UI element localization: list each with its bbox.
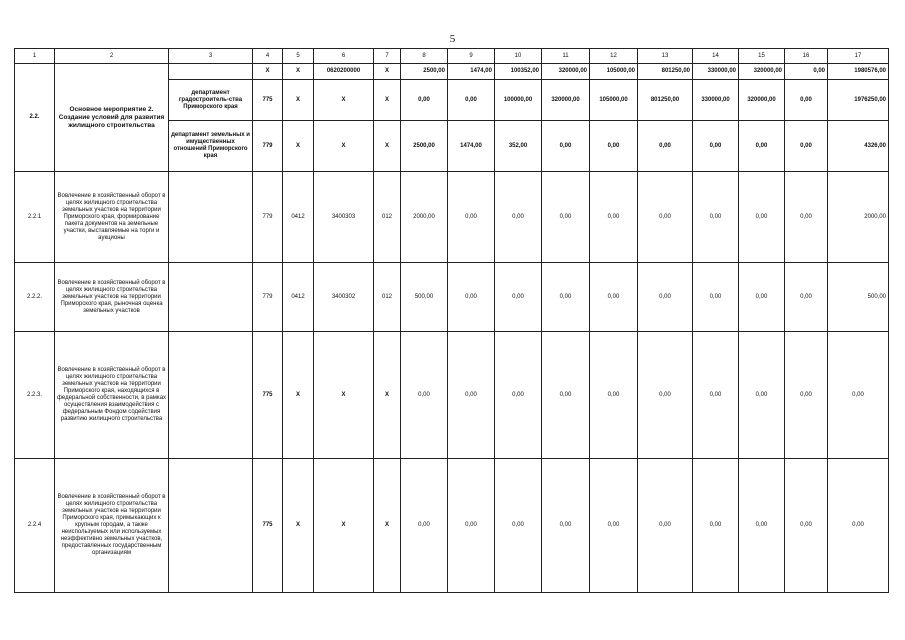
- cell: 0,00: [785, 332, 828, 459]
- cell: 0,00: [590, 332, 638, 459]
- event-code: 2.2.3.: [15, 332, 55, 459]
- main-event-code: 2.2.: [15, 64, 55, 172]
- cell: 0,00: [542, 332, 590, 459]
- cell: 0,00: [785, 172, 828, 263]
- col-number: 12: [590, 49, 638, 64]
- cell: X: [283, 64, 314, 80]
- col-number: 15: [739, 49, 785, 64]
- dept-cell: [169, 263, 253, 332]
- cell: X: [283, 121, 314, 172]
- cell: 0,00: [638, 263, 693, 332]
- col-number: 17: [828, 49, 889, 64]
- event-name: Вовлечение в хозяйственный оборот в целях жилищного строительства земельных участков на территории Приморского края, примыкающих к крупным городам, а также неиспользуемых или используемых неэффективно земельных участков, предоставленных государственным организациям: [55, 459, 169, 593]
- cell: 0,00: [785, 121, 828, 172]
- cell: 0,00: [693, 172, 739, 263]
- cell: 320000,00: [542, 80, 590, 121]
- cell: 0,00: [638, 332, 693, 459]
- cell: X: [314, 459, 374, 593]
- cell: X: [374, 332, 401, 459]
- col-number: 13: [638, 49, 693, 64]
- cell: 0,00: [542, 459, 590, 593]
- event-code: 2.2.1: [15, 172, 55, 263]
- event-row: [15, 263, 889, 332]
- cell: 105000,00: [590, 64, 638, 80]
- dept-cell: [169, 459, 253, 593]
- cell: 1980576,00: [828, 64, 889, 80]
- cell: 775: [253, 332, 283, 459]
- cell: 330000,00: [693, 64, 739, 80]
- cell: 2500,00: [401, 121, 448, 172]
- cell: 0,00: [785, 459, 828, 593]
- cell: 1976250,00: [828, 80, 889, 121]
- cell: 0,00: [590, 459, 638, 593]
- cell: 100000,00: [495, 80, 542, 121]
- cell: 0,00: [590, 172, 638, 263]
- col-number: 7: [374, 49, 401, 64]
- cell: 0,00: [401, 459, 448, 593]
- cell: [169, 64, 253, 80]
- cell: 0,00: [542, 121, 590, 172]
- main-event-total-row: [15, 64, 889, 80]
- cell: 775: [253, 80, 283, 121]
- dept-name: департамент земельных и имущественных отношений Приморского края: [169, 121, 253, 172]
- cell: 0,00: [828, 332, 889, 459]
- cell: 0,00: [495, 459, 542, 593]
- cell: 779: [253, 172, 283, 263]
- cell: 320000,00: [739, 64, 785, 80]
- cell: 500,00: [828, 263, 889, 332]
- cell: 0,00: [542, 263, 590, 332]
- cell: 0,00: [542, 172, 590, 263]
- cell: 0,00: [693, 459, 739, 593]
- cell: 3400303: [314, 172, 374, 263]
- cell: 0412: [283, 263, 314, 332]
- dept-cell: [169, 332, 253, 459]
- cell: X: [314, 332, 374, 459]
- col-number: 2: [55, 49, 169, 64]
- cell: 0,00: [448, 459, 495, 593]
- col-number: 5: [283, 49, 314, 64]
- col-number: 1: [15, 49, 55, 64]
- cell: 0,00: [785, 80, 828, 121]
- cell: 105000,00: [590, 80, 638, 121]
- cell: 0,00: [495, 332, 542, 459]
- cell: 801250,00: [638, 80, 693, 121]
- cell: 0,00: [401, 80, 448, 121]
- cell: X: [374, 80, 401, 121]
- event-row: [15, 172, 889, 263]
- cell: 779: [253, 263, 283, 332]
- col-number: 3: [169, 49, 253, 64]
- cell: 0,00: [495, 172, 542, 263]
- cell: 0412: [283, 172, 314, 263]
- event-name: Вовлечение в хозяйственный оборот в целях жилищного строительства земельных участков на территории Приморского края, рыночная оценка земельных участков: [55, 263, 169, 332]
- cell: 0,00: [638, 121, 693, 172]
- page-number: 5: [449, 33, 456, 45]
- cell: X: [314, 121, 374, 172]
- cell: X: [283, 459, 314, 593]
- cell: 0,00: [693, 332, 739, 459]
- col-number: 11: [542, 49, 590, 64]
- cell: 0,00: [448, 263, 495, 332]
- cell: 0,00: [448, 332, 495, 459]
- cell: 0,00: [739, 459, 785, 593]
- cell: 0,00: [638, 172, 693, 263]
- cell: 012: [374, 263, 401, 332]
- cell: 0,00: [693, 263, 739, 332]
- cell: X: [253, 64, 283, 80]
- dept-cell: [169, 172, 253, 263]
- event-row: [15, 459, 889, 593]
- col-number: 4: [253, 49, 283, 64]
- cell: 0,00: [638, 459, 693, 593]
- cell: 775: [253, 459, 283, 593]
- event-name: Вовлечение в хозяйственный оборот в целях жилищного строительства земельных участков на территории Приморского края, формирование пакета документов на земельные участки, выставляемые на торги и аукционы: [55, 172, 169, 263]
- cell: 3400302: [314, 263, 374, 332]
- cell: 0620200000: [314, 64, 374, 80]
- event-code: 2.2.2.: [15, 263, 55, 332]
- cell: 012: [374, 172, 401, 263]
- col-number: 14: [693, 49, 739, 64]
- col-number: 16: [785, 49, 828, 64]
- cell: 320000,00: [739, 80, 785, 121]
- col-number: 8: [401, 49, 448, 64]
- cell: 0,00: [448, 80, 495, 121]
- cell: 0,00: [401, 332, 448, 459]
- cell: 0,00: [495, 263, 542, 332]
- cell: X: [283, 80, 314, 121]
- cell: 100352,00: [495, 64, 542, 80]
- cell: 0,00: [785, 64, 828, 80]
- cell: 0,00: [739, 263, 785, 332]
- cell: 320000,00: [542, 64, 590, 80]
- event-row: [15, 332, 889, 459]
- cell: 0,00: [590, 121, 638, 172]
- cell: 1474,00: [448, 121, 495, 172]
- cell: X: [374, 64, 401, 80]
- dept-name: департамент градостроитель-ства Приморского края: [169, 80, 253, 121]
- main-event-name: Основное мероприятие 2. Создание условий для развития жилищного строительства: [55, 64, 169, 172]
- cell: 2500,00: [401, 64, 448, 80]
- cell: 0,00: [739, 172, 785, 263]
- cell: 0,00: [739, 332, 785, 459]
- cell: 330000,00: [693, 80, 739, 121]
- cell: 2000,00: [401, 172, 448, 263]
- cell: 0,00: [785, 263, 828, 332]
- cell: 779: [253, 121, 283, 172]
- cell: 0,00: [448, 172, 495, 263]
- cell: X: [374, 121, 401, 172]
- cell: 500,00: [401, 263, 448, 332]
- col-number: 10: [495, 49, 542, 64]
- cell: X: [314, 80, 374, 121]
- cell: 1474,00: [448, 64, 495, 80]
- cell: 4326,00: [828, 121, 889, 172]
- cell: 0,00: [739, 121, 785, 172]
- cell: 0,00: [590, 263, 638, 332]
- cell: 2000,00: [828, 172, 889, 263]
- col-number: 9: [448, 49, 495, 64]
- event-code: 2.2.4: [15, 459, 55, 593]
- cell: 801250,00: [638, 64, 693, 80]
- cell: X: [283, 332, 314, 459]
- column-number-row: [15, 49, 889, 64]
- cell: 352,00: [495, 121, 542, 172]
- program-events-table: [14, 48, 889, 593]
- event-name: Вовлечение в хозяйственный оборот в целях жилищного строительства земельных участков на территории Приморского края, находящихся в федеральной собственности, в рамках осуществления взаимодействия с федеральным Фондом содействия развитию жилищного строительства: [55, 332, 169, 459]
- cell: X: [374, 459, 401, 593]
- col-number: 6: [314, 49, 374, 64]
- cell: 0,00: [828, 459, 889, 593]
- cell: 0,00: [693, 121, 739, 172]
